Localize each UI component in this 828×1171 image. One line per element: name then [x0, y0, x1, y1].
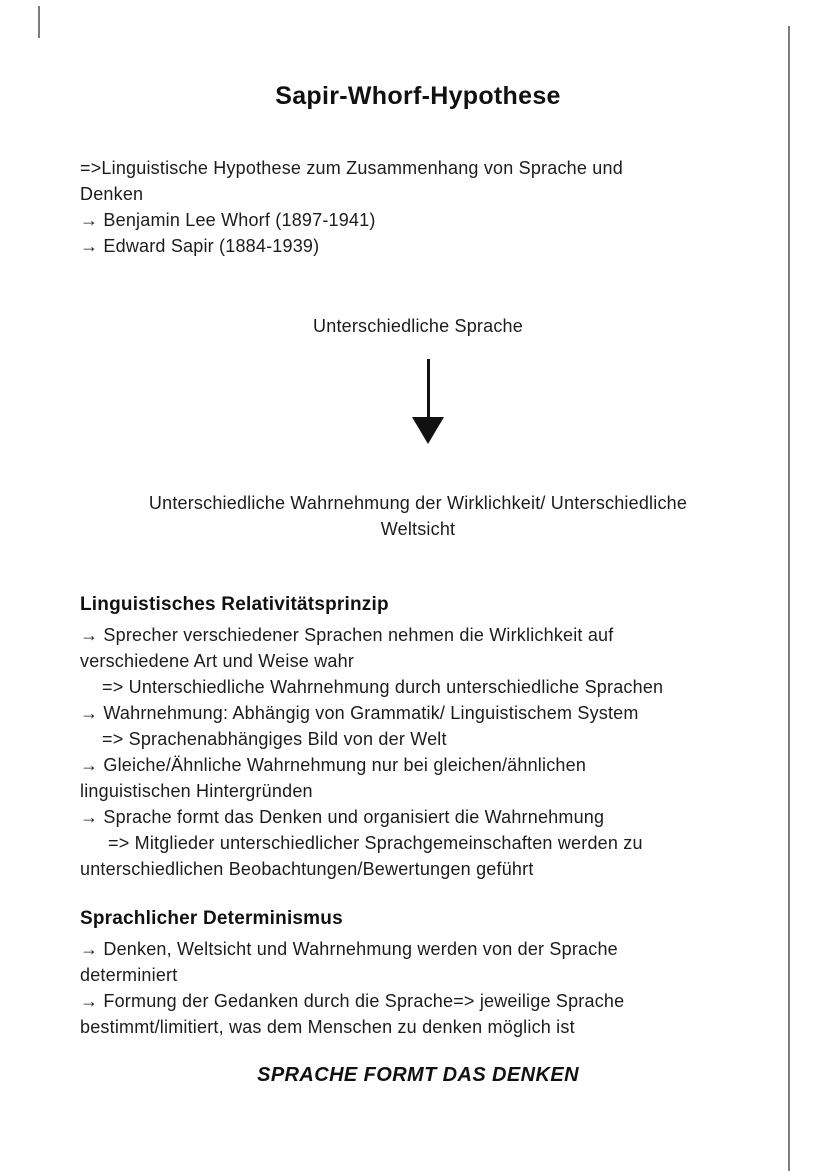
- text-line: → Denken, Weltsicht und Wahrnehmung werden von der Sprache: [80, 939, 618, 959]
- author-line-whorf: → Benjamin Lee Whorf (1897-1941): [80, 210, 376, 230]
- text-line: => Mitglieder unterschiedlicher Sprachgemeinschaften werden zu: [108, 833, 643, 853]
- flow-bottom-label: [80, 490, 756, 542]
- page-edge-mark-top-left: [38, 6, 40, 38]
- text-line: → Sprecher verschiedener Sprachen nehmen die Wirklichkeit auf: [80, 625, 614, 645]
- text-line: => Sprachenabhängiges Bild von der Welt: [102, 729, 447, 749]
- text-line: bestimmt/limitiert, was dem Menschen zu denken möglich ist: [80, 1017, 575, 1037]
- flow-bottom-line: Weltsicht: [380, 519, 456, 539]
- section-relativity: [80, 592, 756, 882]
- text-line: => Unterschiedliche Wahrnehmung durch unterschiedliche Sprachen: [102, 677, 664, 697]
- flow-top-label: Unterschiedliche Sprache: [313, 316, 523, 336]
- text-line: → Gleiche/Ähnliche Wahrnehmung nur bei gleichen/ähnlichen: [80, 755, 587, 775]
- text-line: verschiedene Art und Weise wahr: [80, 651, 355, 671]
- section-heading-determinism: Sprachlicher Determinismus: [80, 908, 343, 929]
- text-line: linguistischen Hintergründen: [80, 781, 313, 801]
- section-heading-relativity: Linguistisches Relativitätsprinzip: [80, 594, 389, 615]
- intro-line: Denken: [80, 184, 144, 204]
- text-line: → Wahrnehmung: Abhängig von Grammatik/ Linguistischem System: [80, 703, 639, 723]
- section-body-relativity: [80, 622, 756, 882]
- text-line: unterschiedlichen Beobachtungen/Bewertungen geführt: [80, 859, 534, 879]
- down-arrow-icon: [412, 359, 444, 444]
- document-page: [80, 0, 756, 1087]
- author-line-sapir: → Edward Sapir (1884-1939): [80, 236, 320, 256]
- down-arrow-head: [412, 417, 444, 444]
- text-line: determiniert: [80, 965, 178, 985]
- flow-bottom-line: Unterschiedliche Wahrnehmung der Wirklichkeit/ Unterschiedliche: [148, 493, 688, 513]
- intro-line: =>Linguistische Hypothese zum Zusammenhang von Sprache und: [80, 158, 623, 178]
- page-title: Sapir-Whorf-Hypothese: [275, 82, 561, 110]
- section-body-determinism: [80, 936, 756, 1040]
- page-edge-line-right: [788, 26, 790, 1171]
- footer-slogan: SPRACHE FORMT DAS DENKEN: [257, 1064, 579, 1086]
- down-arrow-stem: [427, 359, 430, 417]
- text-line: → Formung der Gedanken durch die Sprache=> jeweilige Sprache: [80, 991, 625, 1011]
- intro-paragraph: [80, 155, 756, 259]
- section-determinism: [80, 906, 756, 1040]
- text-line: → Sprache formt das Denken und organisiert die Wahrnehmung: [80, 807, 605, 827]
